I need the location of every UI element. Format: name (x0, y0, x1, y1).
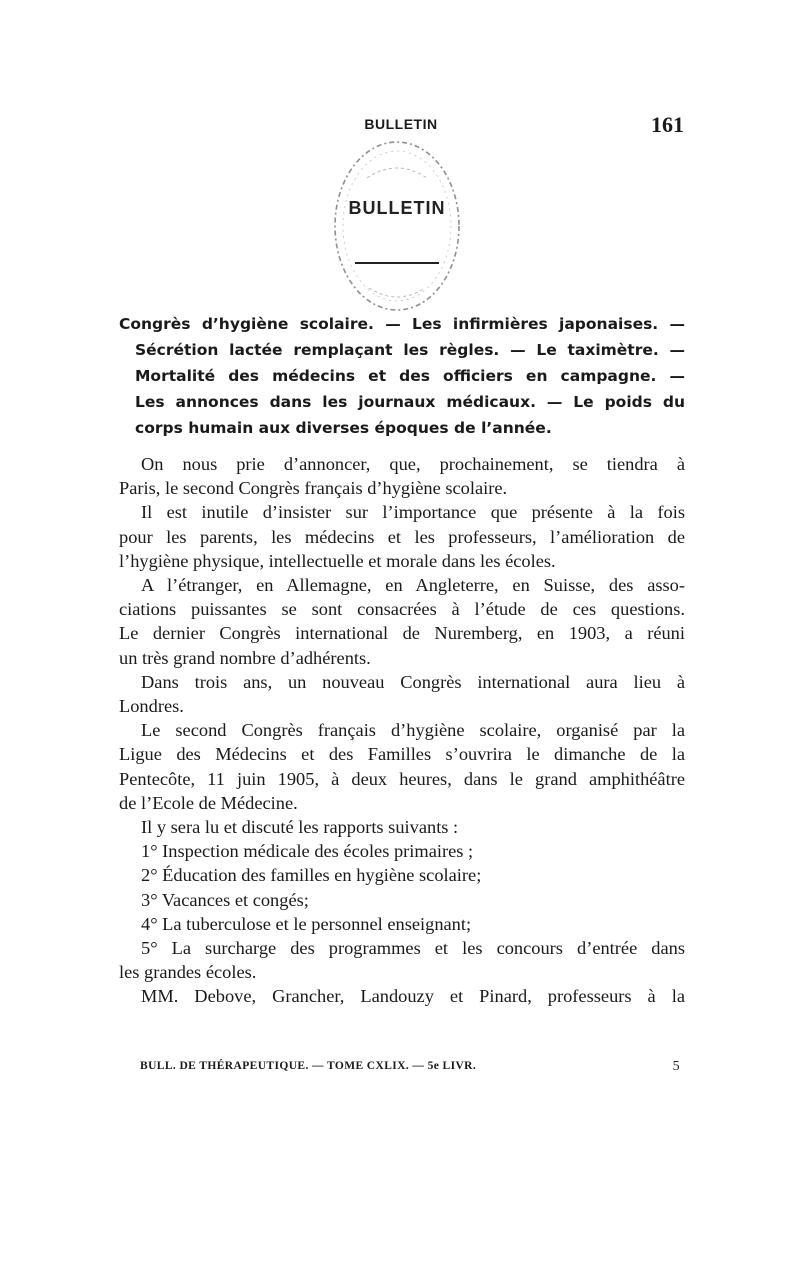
body-line: Dans trois ans, un nouveau Congrès international aura lieu à (141, 671, 685, 692)
body-line: les grandes écoles. (119, 962, 257, 983)
stamp-label: BULLETIN (348, 198, 446, 218)
body-line: MM. Debove, Grancher, Landouzy et Pinard, professeurs à la (141, 986, 685, 1007)
page-footer (140, 1060, 680, 1080)
body-line: Il y sera lu et discuté les rapports suivants : (141, 817, 459, 838)
body-line: 3° Vacances et congés; (141, 889, 309, 910)
summary-line: Mortalité des médecins et des officiers en campagne. — (135, 367, 685, 385)
summary-line: Sécrétion lactée remplaçant les règles. — Le taximètre. — (135, 341, 685, 359)
signature-mark: 5 (672, 1059, 680, 1074)
library-stamp (327, 138, 467, 318)
body-line: A l’étranger, en Allemagne, en Angleterre, en Suisse, des asso- (141, 575, 685, 596)
summary-line: Les annonces dans les journaux médicaux. — Le poids du (135, 393, 685, 411)
body-line: de l’Ecole de Médecine. (119, 792, 298, 813)
summary-line: Congrès d’hygiène scolaire. — Les infirmières japonaises. — (119, 315, 685, 333)
body-line: Paris, le second Congrès français d’hygiène scolaire. (119, 478, 508, 499)
running-head (118, 112, 684, 140)
summary-line: corps humain aux diverses époques de l’année. (135, 419, 552, 437)
body-line: Londres. (119, 696, 184, 717)
body-line: 5° La surcharge des programmes et les concours d’entrée dans (141, 938, 685, 959)
body-line: 1° Inspection médicale des écoles primaires ; (141, 841, 474, 862)
footer-text: BULL. DE THÉRAPEUTIQUE. — TOME CXLIX. — 5e LIVR. (140, 1060, 477, 1072)
body-line: l’hygiène physique, intellectuelle et morale dans les écoles. (119, 550, 556, 571)
article-body (119, 452, 685, 1009)
body-line: Le dernier Congrès international de Nuremberg, en 1903, a réuni (119, 623, 685, 644)
body-line: Il est inutile d’insister sur l’importance que présente à la fois (141, 502, 685, 523)
body-line: un très grand nombre d’adhérents. (119, 647, 371, 668)
running-title: BULLETIN (364, 116, 438, 132)
body-line: 2° Éducation des familles en hygiène scolaire; (141, 865, 482, 886)
body-line: 4° La tuberculose et le personnel enseignant; (141, 913, 472, 934)
body-line: On nous prie d’annoncer, que, prochainement, se tiendra à (141, 454, 685, 474)
body-line: Pentecôte, 11 juin 1905, à deux heures, dans le grand amphithéâtre (119, 768, 685, 789)
article-summary (119, 311, 685, 441)
page-number: 161 (651, 112, 684, 137)
body-line: pour les parents, les médecins et les professeurs, l’amélioration de (119, 526, 685, 547)
body-line: Ligue des Médecins et des Familles s’ouvrira le dimanche de la (119, 744, 685, 765)
body-line: ciations puissantes se sont consacrées à l’étude de ces questions. (119, 599, 685, 620)
stamp-oval-icon (327, 138, 467, 318)
body-line: Le second Congrès français d’hygiène scolaire, organisé par la (141, 720, 685, 741)
